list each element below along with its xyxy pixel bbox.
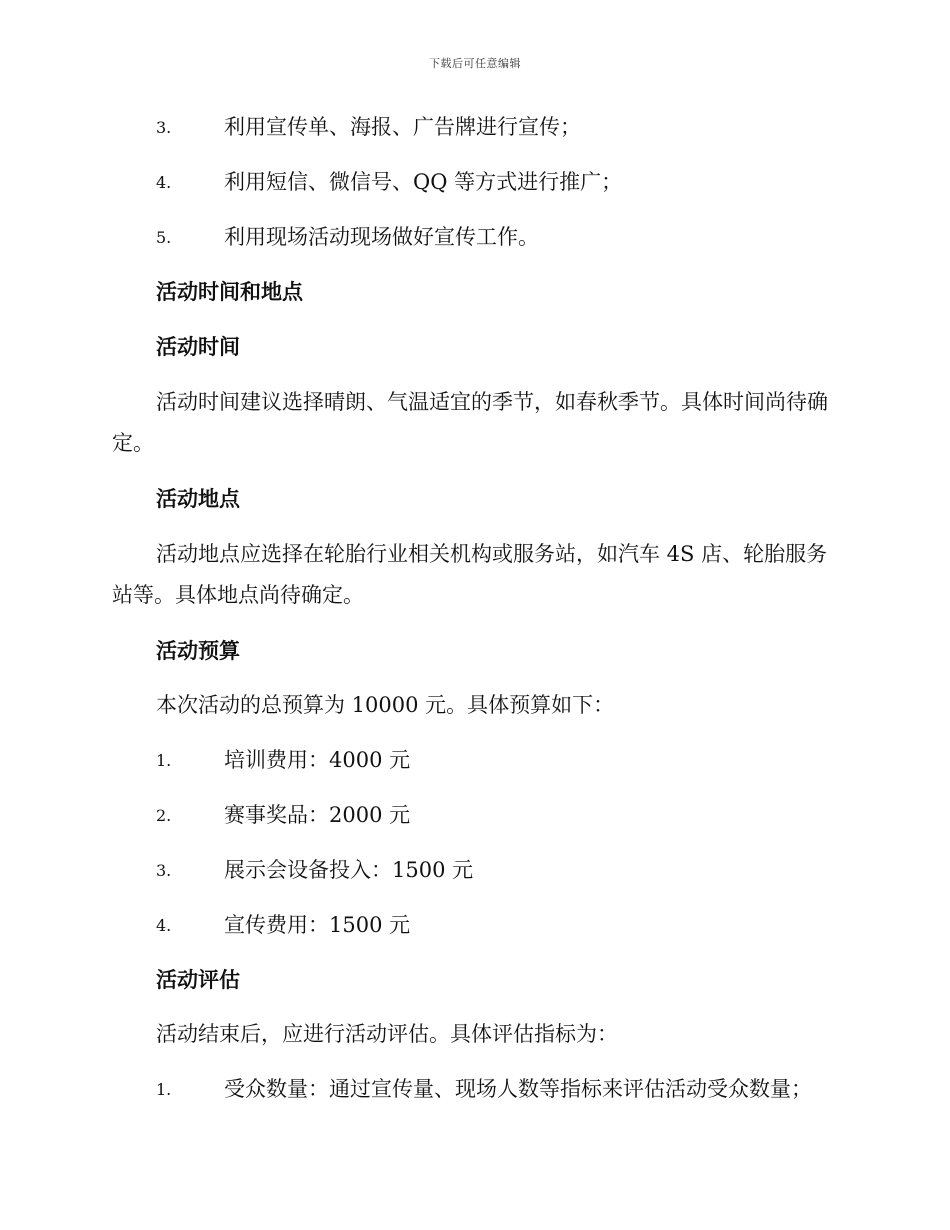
list-number: 1. (156, 751, 172, 770)
paragraph-time: 活动时间建议选择晴朗、气温适宜的季节，如春秋季节。具体时间尚待确定。 (112, 390, 828, 455)
budget-item: 赛事奖品：2000 元 (224, 803, 411, 827)
list-number: 4. (156, 916, 172, 935)
subheading-time: 活动时间 (156, 334, 240, 359)
eval-item: 受众数量：通过宣传量、现场人数等指标来评估活动受众数量； (224, 1077, 812, 1101)
budget-item: 宣传费用：1500 元 (224, 913, 411, 937)
paragraph-budget-intro: 本次活动的总预算为 10000 元。具体预算如下： (156, 693, 615, 717)
list-number: 5. (156, 228, 172, 247)
budget-item: 展示会设备投入：1500 元 (224, 858, 474, 882)
list-item-text: 利用宣传单、海报、广告牌进行宣传； (224, 115, 581, 139)
page-header: 下载后可任意编辑 (429, 57, 521, 70)
list-number: 4. (156, 173, 172, 192)
section-heading-time-place: 活动时间和地点 (156, 279, 303, 304)
section-heading-budget: 活动预算 (156, 638, 240, 663)
list-number: 2. (156, 806, 172, 825)
list-number: 3. (156, 118, 172, 137)
paragraph-eval-intro: 活动结束后，应进行活动评估。具体评估指标为： (156, 1022, 618, 1046)
list-number: 1. (156, 1080, 172, 1099)
section-heading-evaluation: 活动评估 (156, 967, 240, 992)
list-item-text: 利用短信、微信号、QQ 等方式进行推广； (224, 170, 623, 194)
subheading-place: 活动地点 (156, 486, 240, 511)
budget-item: 培训费用：4000 元 (224, 748, 411, 772)
list-item-text: 利用现场活动现场做好宣传工作。 (224, 225, 539, 249)
paragraph-place: 活动地点应选择在轮胎行业相关机构或服务站，如汽车 4S 店、轮胎服务站等。具体地点尚待确定。 (112, 542, 828, 607)
list-number: 3. (156, 861, 172, 880)
